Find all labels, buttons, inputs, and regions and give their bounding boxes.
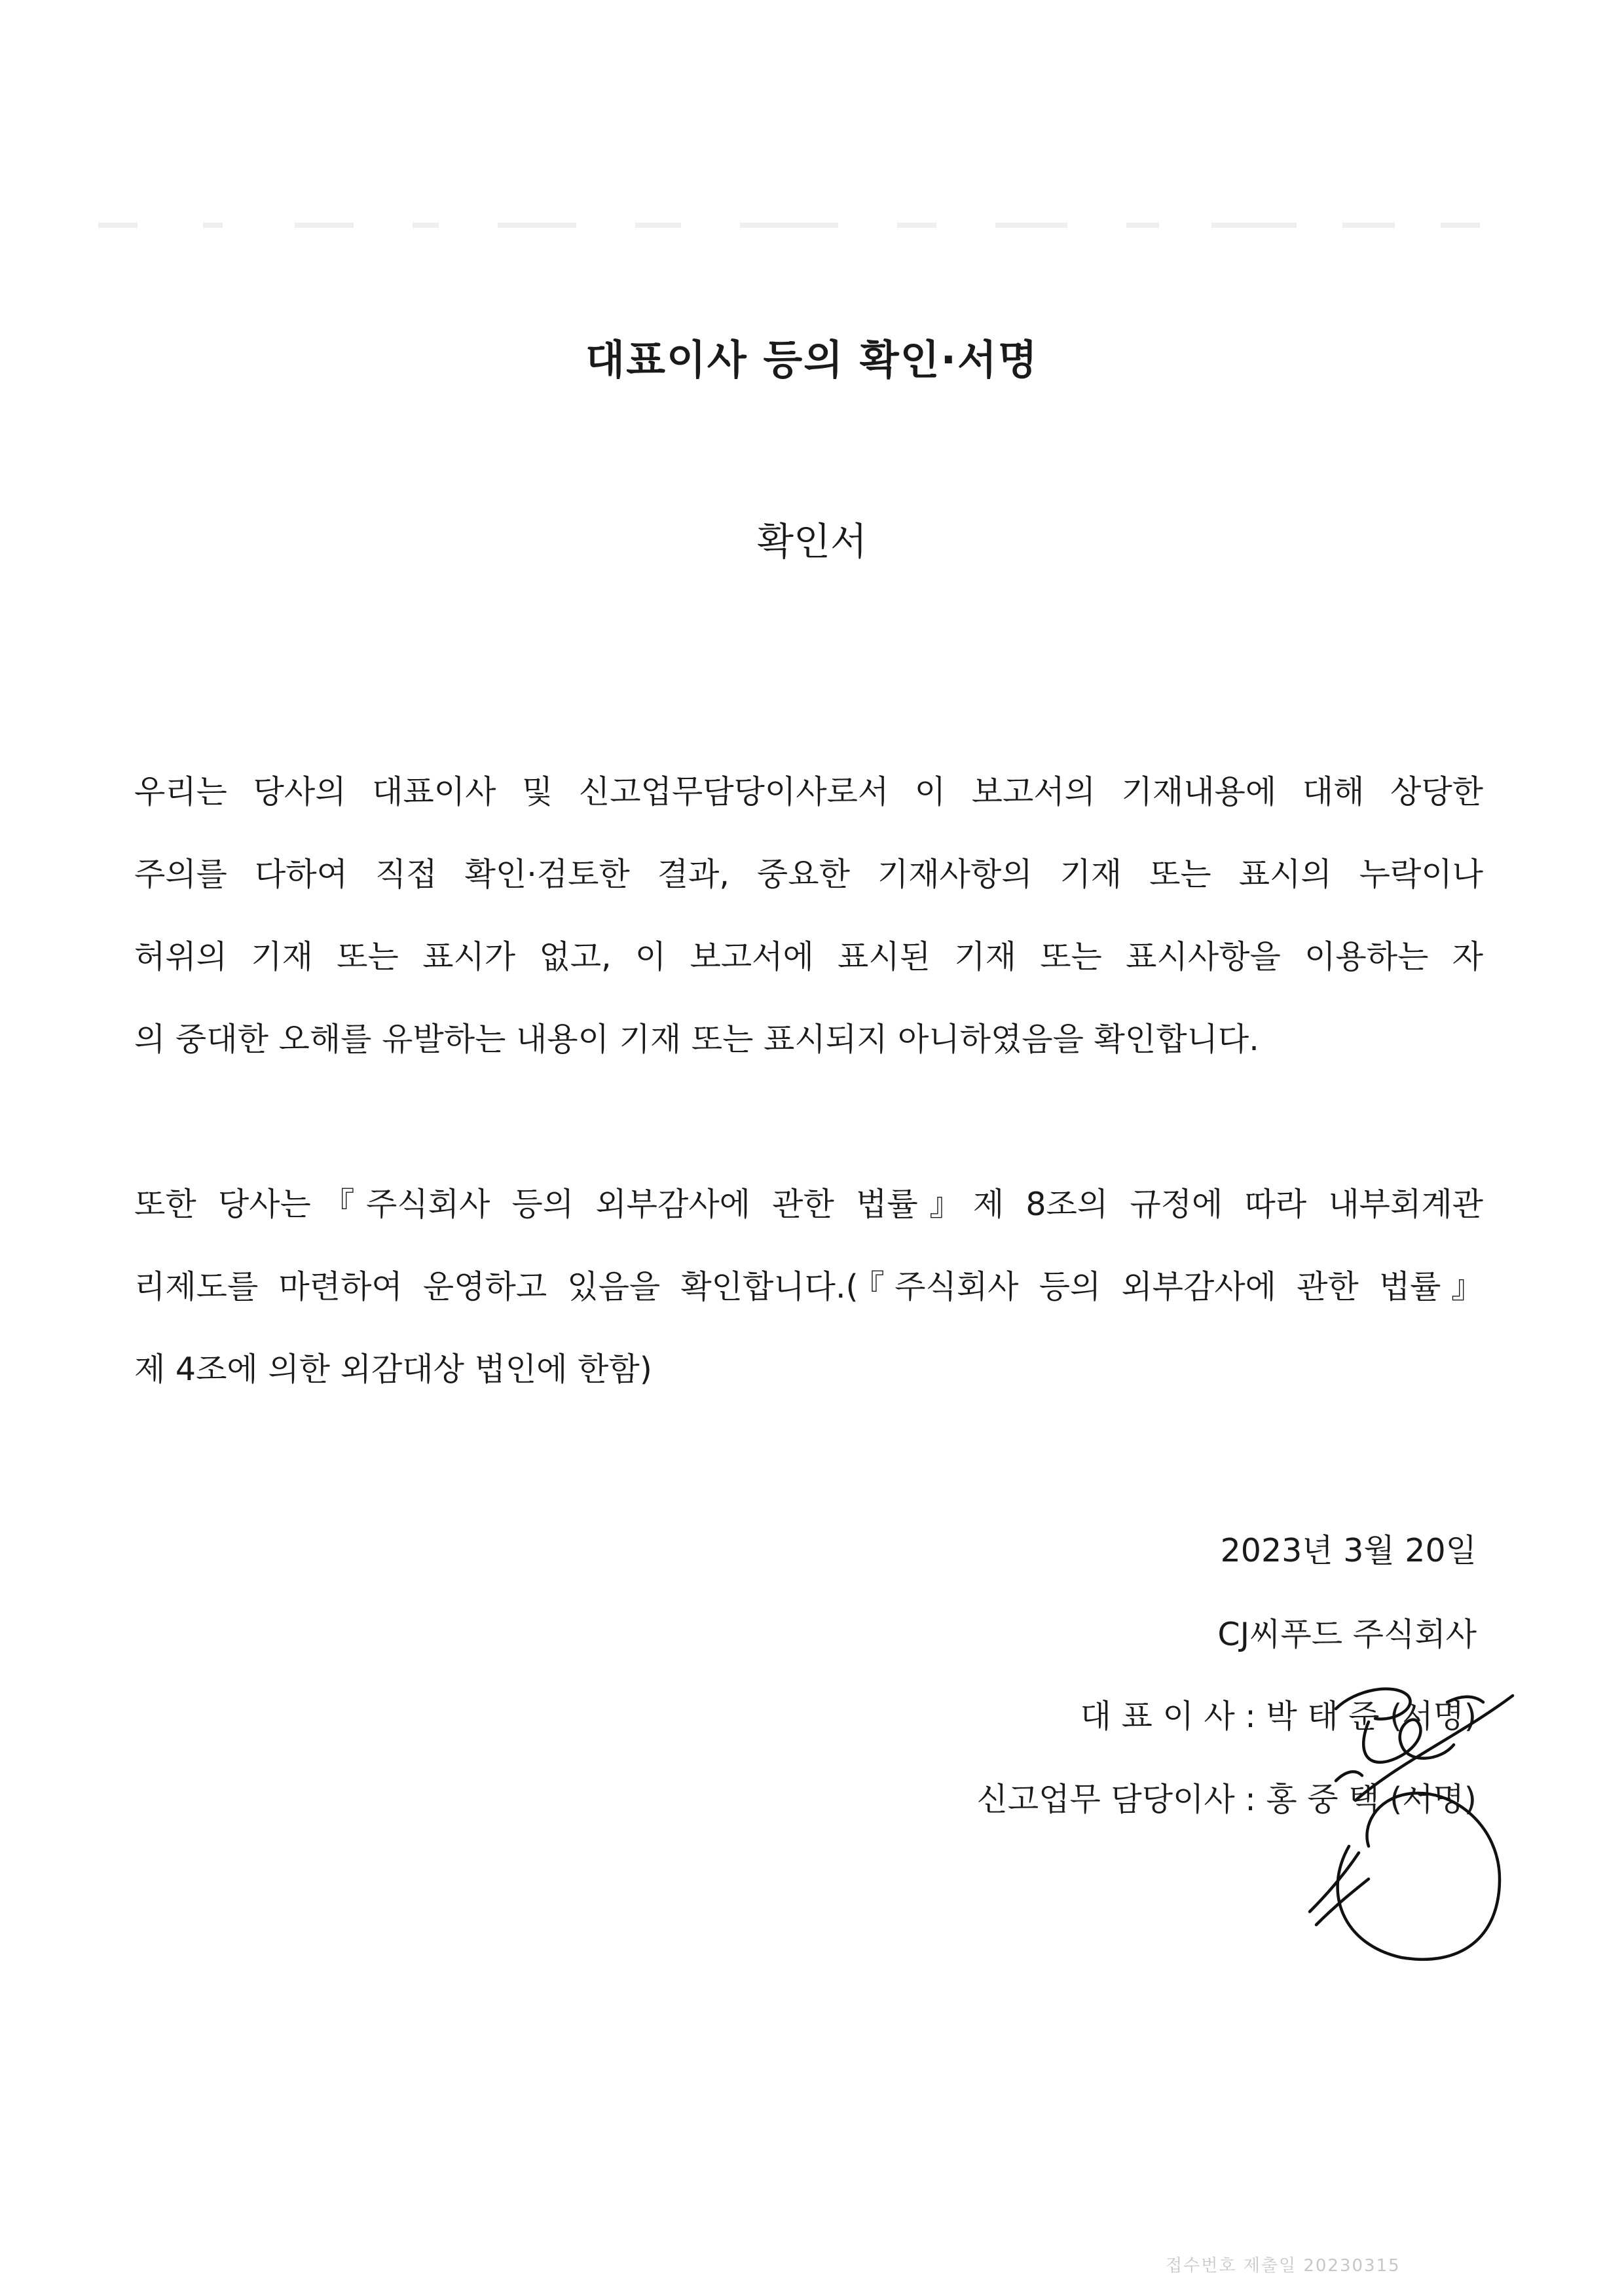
document-title: 대표이사 등의 확인·서명 bbox=[585, 336, 1039, 384]
company-name: CJ씨푸드 주식회사 bbox=[1217, 1616, 1477, 1653]
scan-noise-line bbox=[98, 223, 1493, 236]
director-signature-stroke bbox=[1310, 1853, 1359, 1912]
director-signature-stroke bbox=[1316, 1879, 1369, 1925]
signing-date: 2023년 3월 20일 bbox=[1220, 1532, 1477, 1569]
paragraph-line: 주의를 다하여 직접 확인·검토한 결과, 중요한 기재사항의 기재 또는 표시의 누락이나 bbox=[134, 856, 1483, 893]
document-subtitle: 확인서 bbox=[756, 519, 868, 564]
ceo-signature-line: 대 표 이 사 : 박 태 준 (서명) bbox=[1080, 1698, 1477, 1735]
paragraph-line: 의 중대한 오해를 유발하는 내용이 기재 또는 표시되지 아니하였음을 확인합니다. bbox=[134, 1021, 1259, 1058]
paragraph-line: 허위의 기재 또는 표시가 없고, 이 보고서에 표시된 기재 또는 표시사항을 이용하는 자 bbox=[134, 938, 1483, 975]
confirmation-paragraph bbox=[134, 773, 1483, 1102]
footer-stamp: 접수번호 제출일 20230315 bbox=[1166, 2256, 1401, 2276]
paragraph-line: 우리는 당사의 대표이사 및 신고업무담당이사로서 이 보고서의 기재내용에 대해 상당한 bbox=[134, 773, 1483, 811]
reporting-director-signature-line: 신고업무 담당이사 : 홍 중 택 (서명) bbox=[976, 1781, 1477, 1818]
paragraph-line: 제 4조에 의한 외감대상 법인에 한함) bbox=[134, 1351, 652, 1388]
paragraph-line: 리제도를 마련하여 운영하고 있음을 확인합니다.(『주식회사 등의 외부감사에 관한 법률』 bbox=[134, 1268, 1483, 1305]
internal-control-paragraph bbox=[134, 1185, 1483, 1432]
paragraph-line: 또한 당사는『주식회사 등의 외부감사에 관한 법률』제 8조의 규정에 따라 내부회계관 bbox=[134, 1186, 1483, 1223]
